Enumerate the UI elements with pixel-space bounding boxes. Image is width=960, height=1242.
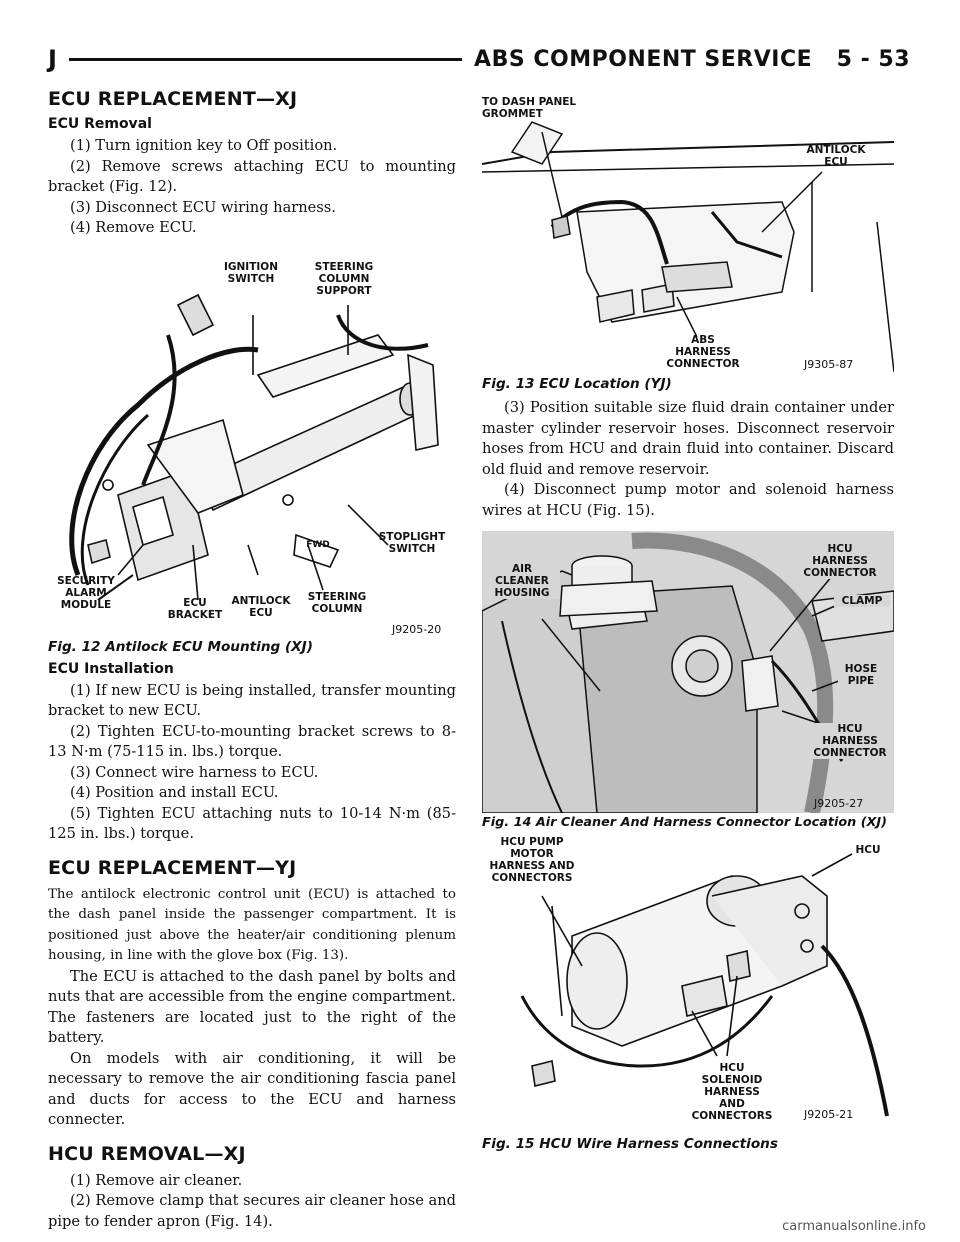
page-number: 5 - 53 xyxy=(836,46,910,72)
installation-step: (4) Position and install ECU. xyxy=(70,784,279,801)
figure-12 xyxy=(48,245,456,637)
ecu-yj-para2: On models with air conditioning, it will be necessary to remove the air conditioning fascia panel and ducts for access to the ECU and harness connecter. xyxy=(48,1049,456,1128)
removal-step: (2) Remove screws attaching ECU to mounting bracket (Fig. 12). xyxy=(48,157,456,195)
fig14-code: J9205-27 xyxy=(814,797,864,810)
label-hcu-harness-connector-bottom: HCU HARNESS CONNECTOR xyxy=(808,723,892,759)
fig13-code: J9305-87 xyxy=(804,358,854,371)
label-hcu-pump-motor: HCU PUMP MOTOR HARNESS AND CONNECTORS xyxy=(489,836,575,884)
watermark: carmanualsonline.info xyxy=(782,1219,926,1234)
label-fwd: FWD xyxy=(306,539,330,550)
hcu-step: (4) Disconnect pump motor and solenoid harness wires at HCU (Fig. 15). xyxy=(482,481,894,519)
ecu-yj-heading: ECU REPLACEMENT—YJ xyxy=(48,856,297,879)
figure-14 xyxy=(482,531,894,813)
installation-step: (1) If new ECU is being installed, transfer mounting bracket to new ECU. xyxy=(48,681,456,719)
fig15-code: J9205-21 xyxy=(804,1108,854,1121)
fig12-code: J9205-20 xyxy=(392,622,442,636)
label-clamp: CLAMP xyxy=(834,595,890,607)
label-stoplight-switch: STOPLIGHT SWITCH xyxy=(378,530,446,555)
removal-step: (1) Turn ignition key to Off position. xyxy=(70,137,338,154)
ecu-removal-heading: ECU Removal xyxy=(48,116,152,132)
hcu-step: (1) Remove air cleaner. xyxy=(70,1171,243,1189)
page-header xyxy=(48,44,910,74)
installation-step: (2) Tighten ECU-to-mounting bracket screws to 8-13 N·m (75-115 in. lbs.) torque. xyxy=(48,722,456,760)
hcu-step: (2) Remove clamp that secures air cleaner hose and pipe to fender apron (Fig. 14). xyxy=(48,1192,456,1230)
label-hcu: HCU xyxy=(855,844,881,856)
label-dash-grommet: TO DASH PANEL GROMMET xyxy=(482,96,577,120)
installation-step: (5) Tighten ECU attaching nuts to 10-14 N·m (85-125 in. lbs.) torque. xyxy=(48,804,456,842)
hcu-xj-heading: HCU REMOVAL—XJ xyxy=(48,1142,246,1165)
figure-15 xyxy=(482,836,894,1126)
hcu-step: (3) Position suitable size fluid drain container under master cylinder reservoir hoses. Disconnect reservoir hoses from HCU and drain fluid into container. Discard old fluid and remove reservoir. xyxy=(482,399,894,478)
header-rule xyxy=(69,58,462,61)
ecu-installation-heading: ECU Installation xyxy=(48,660,174,677)
left-column xyxy=(48,88,456,1232)
fig13-illustration xyxy=(482,92,894,374)
right-column xyxy=(482,92,894,1158)
label-antilock-ecu: ANTILOCK ECU xyxy=(231,594,291,619)
label-abs-harness-connector: ABS HARNESS CONNECTOR xyxy=(666,334,740,370)
section-letter: J xyxy=(48,45,57,73)
fig12-caption: Fig. 12 Antilock ECU Mounting (XJ) xyxy=(48,638,313,655)
label-antilock-ecu: ANTILOCK ECU xyxy=(806,144,866,168)
label-hose-pipe: HOSE PIPE xyxy=(838,663,884,687)
fig13-caption: Fig. 13 ECU Location (YJ) xyxy=(482,376,672,392)
ecu-xj-heading: ECU REPLACEMENT—XJ xyxy=(48,88,298,110)
installation-step: (3) Connect wire harness to ECU. xyxy=(70,763,319,781)
label-steering-column: STEERING COLUMN xyxy=(307,590,367,615)
label-steering-column-support: STEERING COLUMN SUPPORT xyxy=(314,260,374,297)
label-hcu-harness-connector-top: HCU HARNESS CONNECTOR xyxy=(800,543,880,579)
removal-step: (3) Disconnect ECU wiring harness. xyxy=(70,198,336,216)
label-ignition-switch: IGNITION SWITCH xyxy=(223,260,278,285)
label-ecu-bracket: ECU BRACKET xyxy=(167,596,223,621)
ecu-yj-para1: The ECU is attached to the dash panel by bolts and nuts that are accessible from the engine compartment. The fasteners are located just to the right of the battery. xyxy=(48,967,456,1046)
label-hcu-solenoid: HCU SOLENOID HARNESS AND CONNECTORS xyxy=(691,1062,773,1122)
header-title: ABS COMPONENT SERVICE 5 - 53 xyxy=(474,46,910,72)
fig15-caption: Fig. 15 HCU Wire Harness Connections xyxy=(482,1136,778,1152)
ecu-yj-intro: The antilock electronic control unit (ECU) is attached to the dash panel inside the passenger compartment. It is positioned just above the heater/air conditioning plenum housing, in line with the glove box (Fig. 13). xyxy=(48,886,456,963)
label-air-cleaner-housing: AIR CLEANER HOUSING xyxy=(484,563,560,599)
figure-13 xyxy=(482,92,894,374)
fig14-caption: Fig. 14 Air Cleaner And Harness Connector Location (XJ) xyxy=(482,815,888,830)
label-security-alarm-module: SECURITY ALARM MODULE xyxy=(57,574,115,611)
removal-step: (4) Remove ECU. xyxy=(70,219,197,236)
